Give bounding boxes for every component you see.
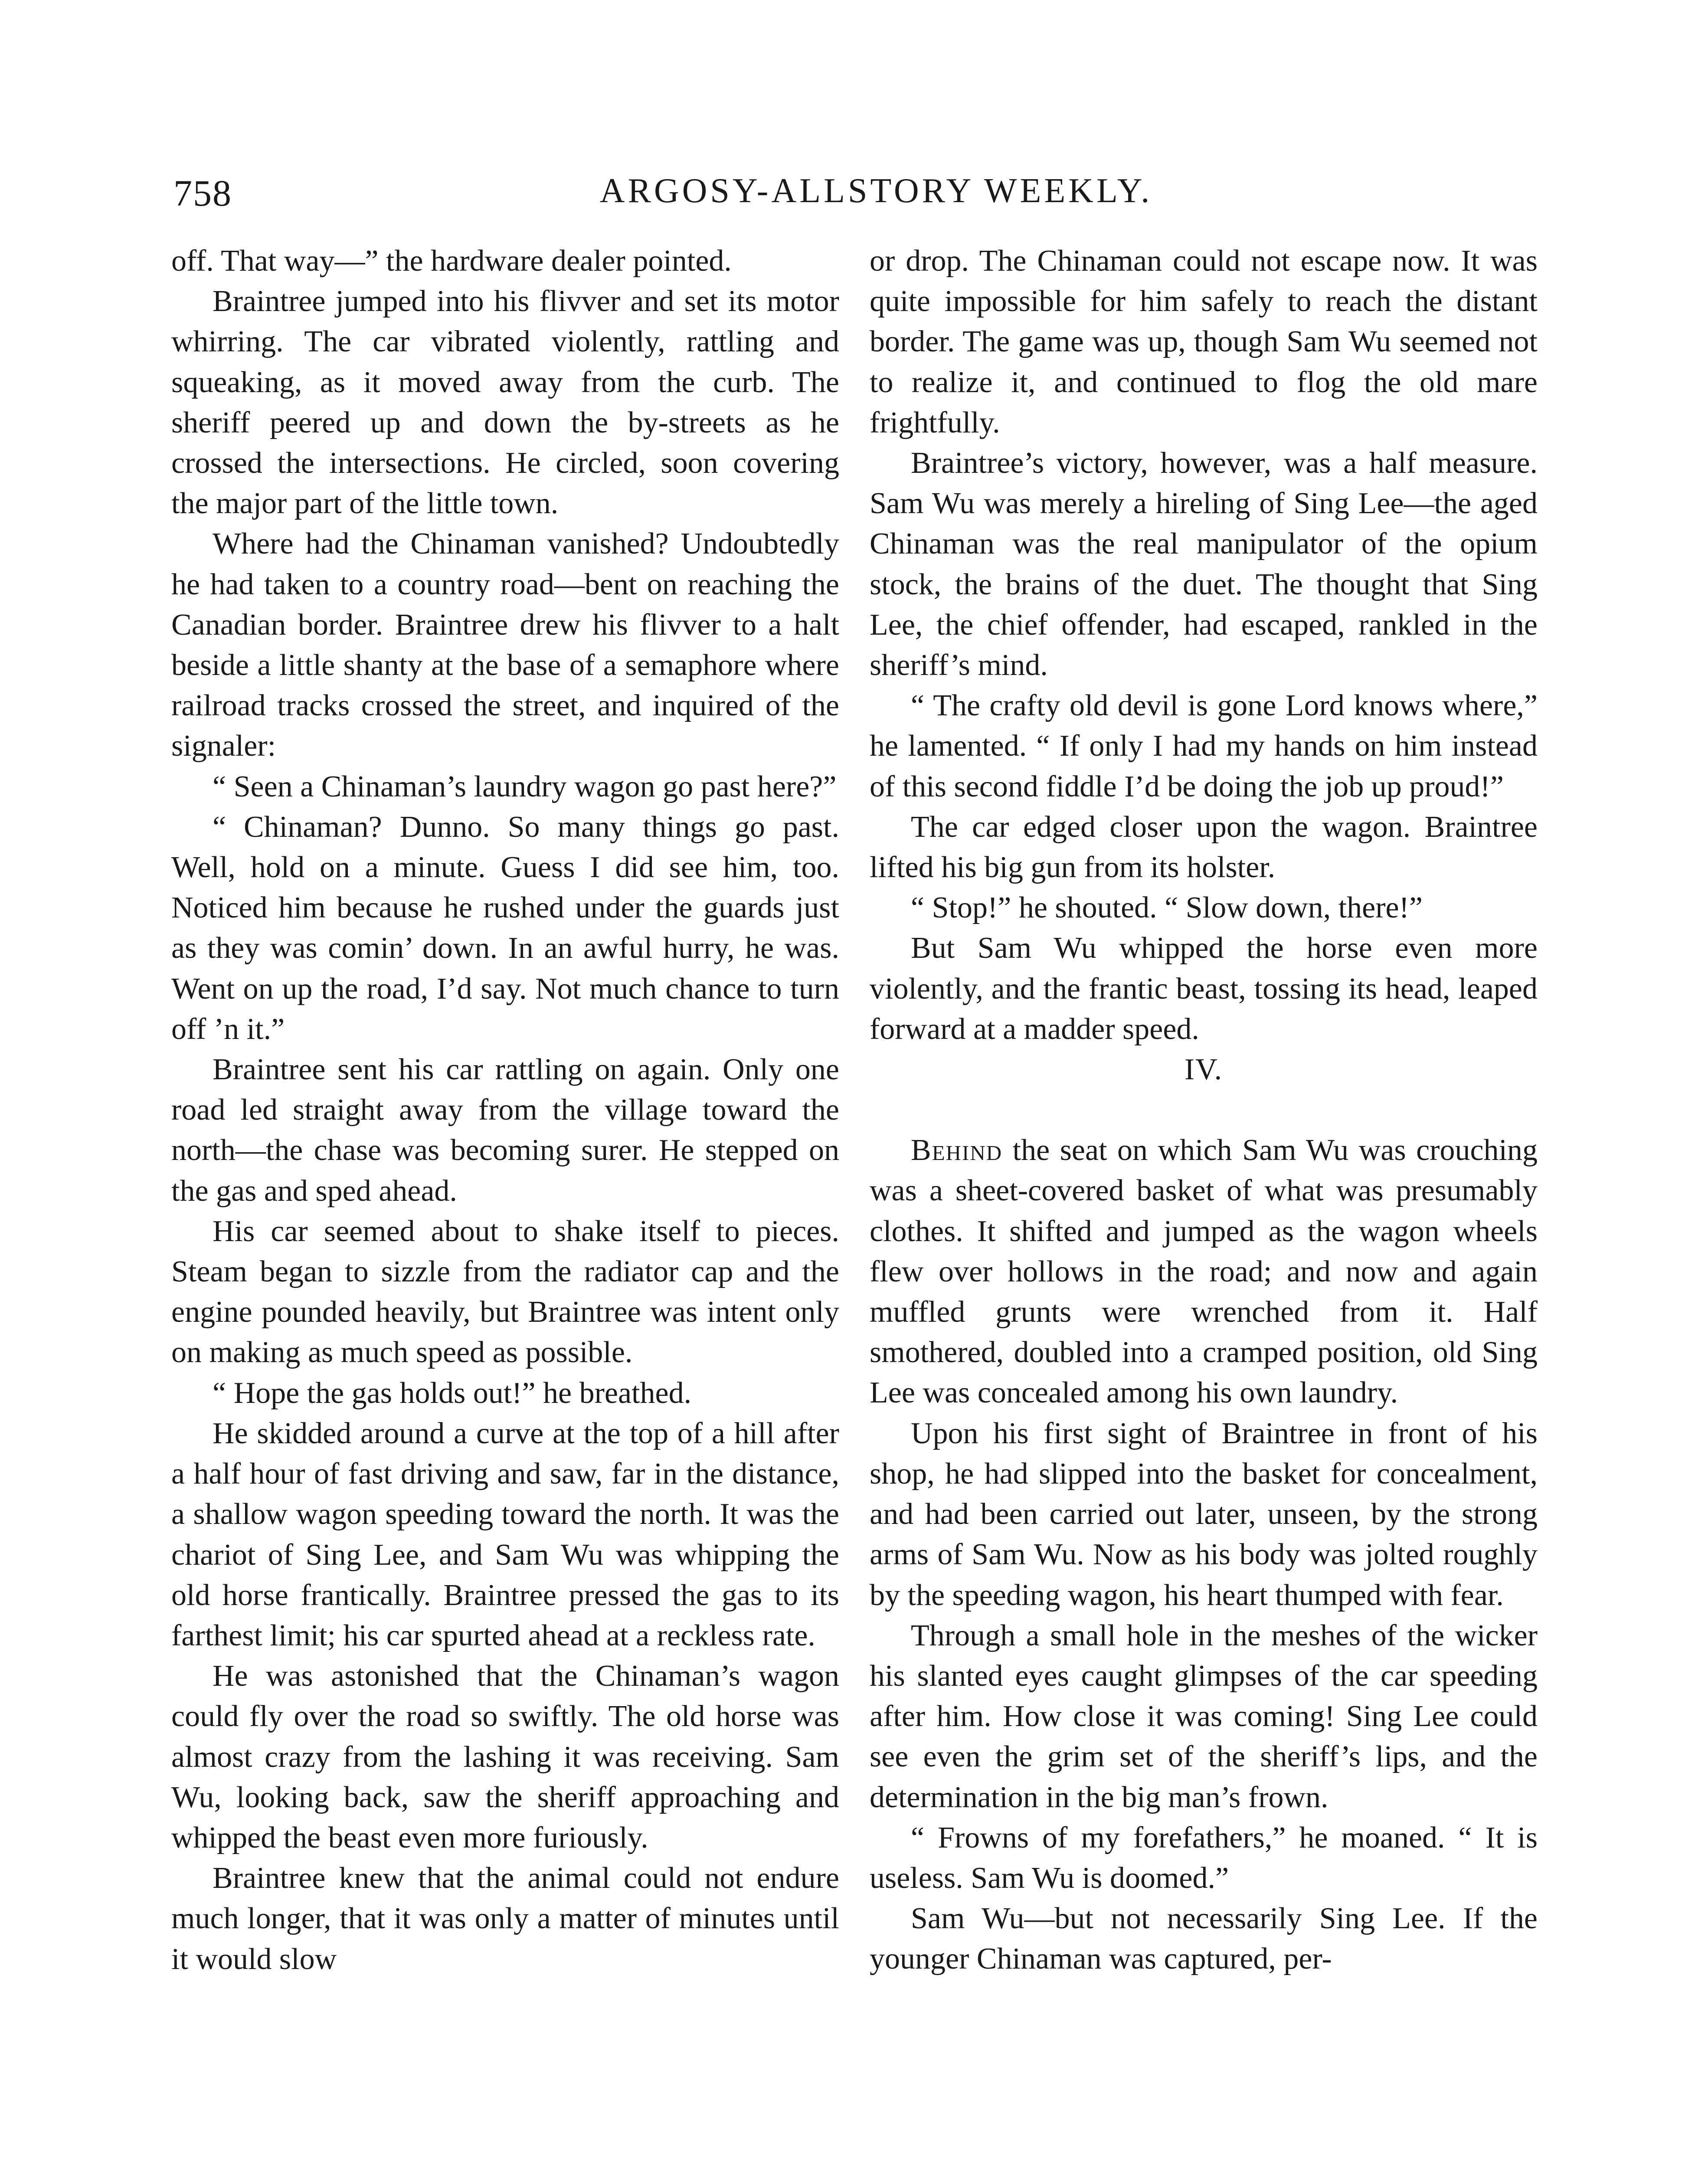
paragraph: “ Chinaman? Dunno. So many things go past. Well, hold on a minute. Guess I did see him, too. Noticed him because he rushed under the guards just as they was comin’ down. In an awful hurry, he was. Went on up the road, I’d say. Not much chance to turn off ’n it.” [171, 810, 839, 1046]
paragraph: off. That way—” the hardware dealer pointed. [171, 244, 732, 278]
paragraph: “ Frowns of my forefathers,” he moaned. “ It is useless. Sam Wu is doomed.” [870, 1821, 1538, 1895]
paragraph: He was astonished that the Chinaman’s wagon could fly over the road so swiftly. The old horse was almost crazy from the lashing it was receiving. Sam Wu, looking back, saw the sheriff approaching and whipped the beast even more furiously. [171, 1659, 839, 1854]
paragraph: “ Seen a Chinaman’s laundry wagon go past here?” [213, 770, 837, 803]
paragraph: “ Stop!” he shouted. “ Slow down, there!” [911, 891, 1423, 925]
paragraph: Upon his first sight of Braintree in front of his shop, he had slipped into the basket for concealment, and had been carried out later, unseen, by the strong arms of Sam Wu. Now as his body was jolted roughly by the speeding wagon, his heart thumped with fear. [870, 1416, 1538, 1612]
paragraph: Braintree sent his car rattling on again. Only one road led straight away from the village toward the north—the chase was becoming surer. He stepped on the gas and sped ahead. [171, 1053, 839, 1208]
section-opening-paragraph [870, 1130, 1538, 1413]
page-number: 758 [173, 172, 232, 214]
section-opening-text: the seat on which Sam Wu was crouching was a sheet-covered basket of what was presumably clothes. It shifted and jumped as the wagon wheels flew over hollows in the road; and now and again muffled grunts were wrenched from it. Half smothered, doubled into a cramped position, old Sing Lee was concealed among his own laundry. [870, 1134, 1538, 1410]
paragraph: or drop. The Chinaman could not escape now. It was quite impossible for him safely to reach the distant border. The game was up, though Sam Wu seemed not to realize it, and continued to flog the old mare frightfully. [870, 244, 1538, 439]
section-first-word: Behind [911, 1134, 1003, 1167]
paragraph: Where had the Chinaman vanished? Undoubtedly he had taken to a country road—bent on reaching the Canadian border. Braintree drew his flivver to a halt beside a little shanty at the base of a semaphore where railroad tracks crossed the street, and inquired of the signaler: [171, 527, 839, 763]
paragraph: His car seemed about to shake itself to pieces. Steam began to sizzle from the radiator cap and the engine pounded heavily, but Braintree was intent only on making as much speed as possible. [171, 1214, 839, 1370]
paragraph: He skidded around a curve at the top of a hill after a half hour of fast driving and saw, far in the distance, a shallow wagon speeding toward the north. It was the chariot of Sing Lee, and Sam Wu was whipping the old horse frantically. Braintree pressed the gas to its farthest limit; his car spurted ahead at a reckless rate. [171, 1416, 839, 1652]
page-header [173, 171, 1579, 228]
paragraph: The car edged closer upon the wagon. Braintree lifted his big gun from its holster. [870, 810, 1538, 885]
paragraph: But Sam Wu whipped the horse even more violently, and the frantic beast, tossing its head, leaped forward at a madder speed. [870, 931, 1538, 1046]
running-title: ARGOSY-ALLSTORY WEEKLY. [599, 172, 1153, 210]
paragraph: Through a small hole in the meshes of the wicker his slanted eyes caught glimpses of the car speeding after him. How close it was coming! Sing Lee could see even the grim set of the sheriff’s lips, and the determination in the big man’s frown. [870, 1619, 1538, 1814]
paragraph: “ The crafty old devil is gone Lord knows where,” he lamented. “ If only I had my hands on him instead of this second fiddle I’d be doing the job up proud!” [870, 689, 1538, 803]
paragraph: Braintree’s victory, however, was a half measure. Sam Wu was merely a hireling of Sing Lee—the aged Chinaman was the real manipulator of the opium stock, the brains of the duet. The thought that Sing Lee, the chief offender, had escaped, rankled in the sheriff’s mind. [870, 446, 1538, 682]
paragraph: “ Hope the gas holds out!” he breathed. [213, 1376, 692, 1410]
paragraph: Braintree jumped into his flivver and set its motor whirring. The car vibrated violently, rattling and squeaking, as it moved away from the curb. The sheriff peered up and down the by-streets as he crossed the intersections. He circled, soon covering the major part of the little town. [171, 285, 839, 521]
left-column [171, 241, 839, 1979]
paragraph: Braintree knew that the animal could not endure much longer, that it was only a matter of minutes until it would slow [171, 1861, 839, 1976]
right-column [870, 241, 1538, 1979]
section-number: IV. [1184, 1053, 1223, 1087]
paragraph: Sam Wu—but not necessarily Sing Lee. If the younger Chinaman was captured, per- [870, 1902, 1538, 1976]
